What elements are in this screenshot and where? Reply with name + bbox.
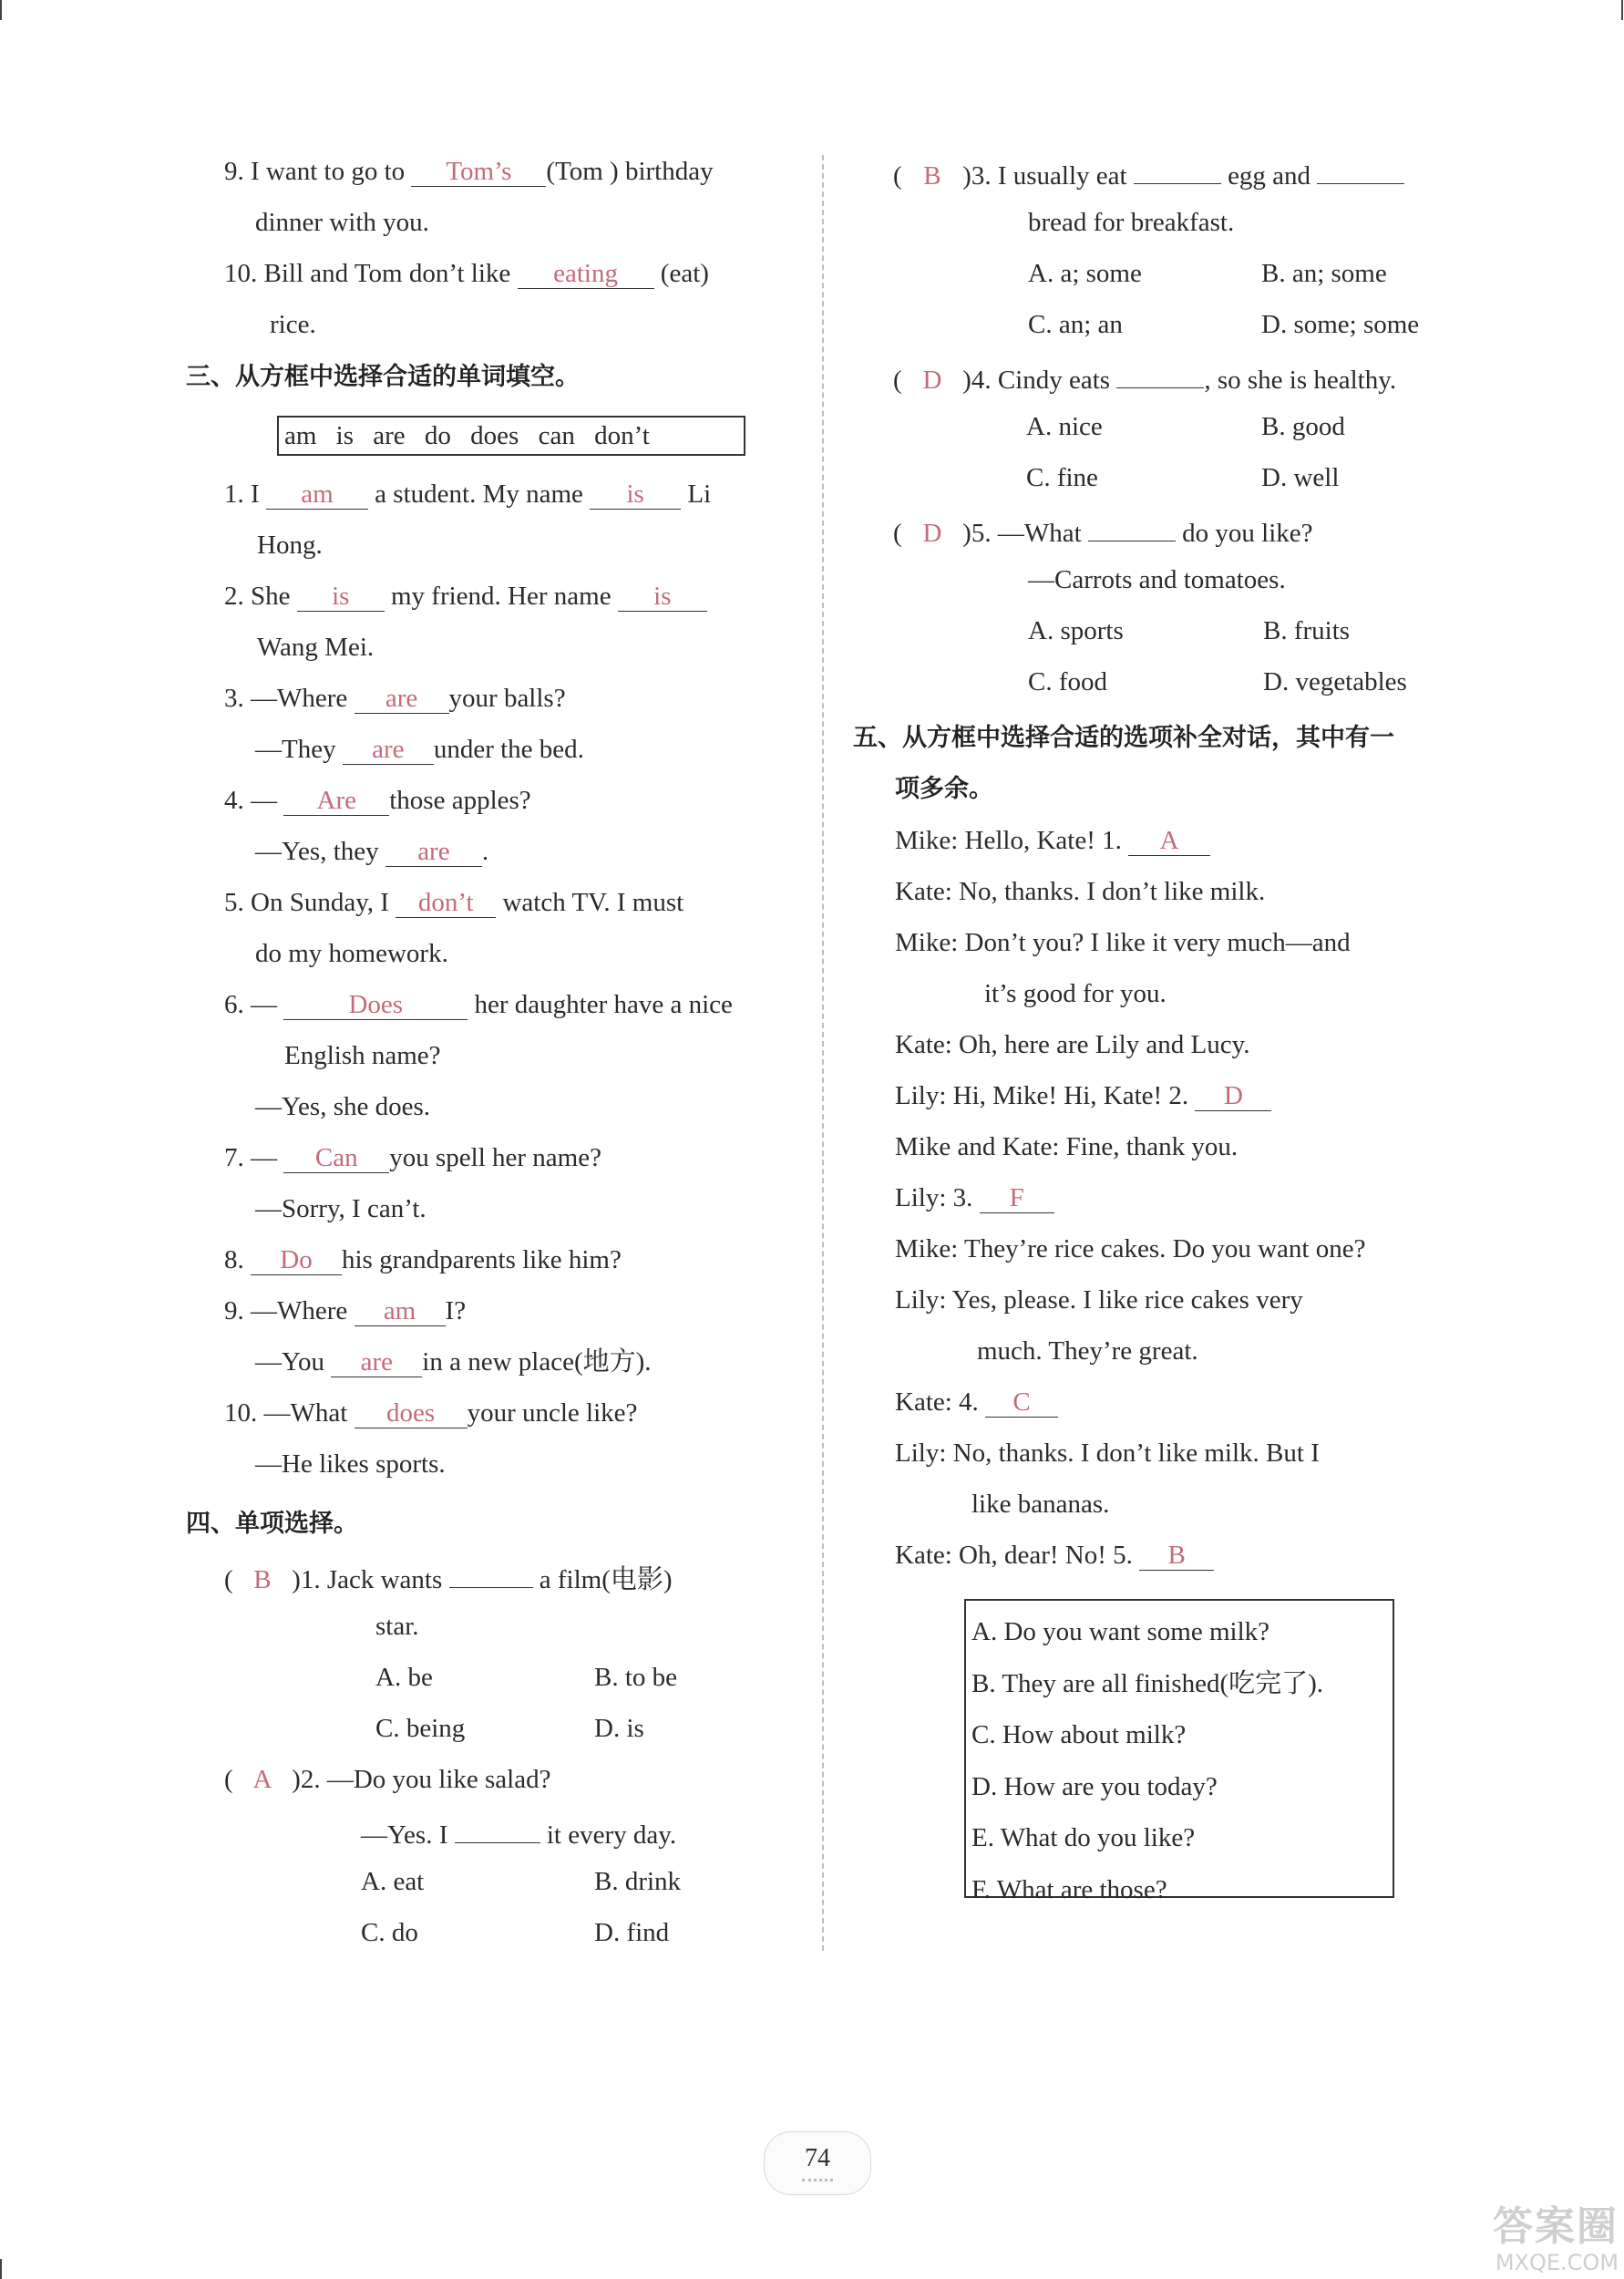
question-text: star.	[375, 1612, 419, 1641]
option-item: A. Do you want some milk?	[971, 1617, 1270, 1646]
answer-text: is	[653, 582, 672, 611]
options-box	[964, 1599, 1394, 1904]
answer-blank	[590, 479, 681, 510]
section-heading: 三、从方框中选择合适的单词填空。	[186, 363, 580, 391]
answer-text: D	[1223, 1081, 1243, 1110]
option-text: C. an; an	[1028, 310, 1123, 339]
dialog-text: it’s good for you.	[984, 979, 1167, 1008]
option-text: C. food	[1028, 667, 1107, 696]
question-text: I?	[445, 1296, 467, 1325]
question-line	[255, 1344, 652, 1380]
crop-mark	[1621, 0, 1623, 20]
watermark-site: MXQE.COM	[1495, 2250, 1619, 2275]
answer-blank	[283, 1142, 389, 1173]
question-text: —Yes, they	[255, 837, 379, 866]
dialog-text: Lily: 3.	[895, 1183, 973, 1212]
question-text: —Carrots and tomatoes.	[1028, 565, 1286, 594]
question-line	[361, 1812, 676, 1849]
question-text: Li	[687, 480, 712, 509]
question-text: (	[893, 366, 902, 395]
question-text: —Sorry, I can’t.	[255, 1194, 427, 1223]
question-line	[224, 578, 707, 614]
answer-blank	[1088, 510, 1176, 541]
question-text: )5. —What	[962, 519, 1082, 548]
answer-blank	[355, 683, 449, 714]
option-text: B. drink	[594, 1867, 682, 1896]
dialog-text: Mike: Don’t you? I like it very much—and	[895, 928, 1351, 957]
answer-text: C	[1012, 1387, 1031, 1417]
question-line	[224, 1293, 466, 1329]
question-line	[224, 680, 566, 717]
option-text: A. sports	[1028, 616, 1124, 645]
answer-blank	[297, 581, 385, 612]
option-text: B. good	[1261, 412, 1345, 441]
dialog-text: Mike: They’re rice cakes. Do you want one?	[895, 1234, 1366, 1263]
answer-blank	[985, 1387, 1058, 1418]
option-text: B. to be	[594, 1663, 678, 1692]
question-text: watch TV. I must	[502, 888, 684, 917]
option-text: B. fruits	[1263, 616, 1351, 645]
answer-blank	[1116, 357, 1204, 388]
answer-blank	[1317, 153, 1404, 184]
question-text: in a new place(地方).	[422, 1347, 652, 1377]
option-text: B. an; some	[1261, 259, 1387, 288]
answer-blank	[266, 479, 368, 510]
dialog-text: Lily: No, thanks. I don’t like milk. But I	[895, 1439, 1320, 1468]
question-text: 10. Bill and Tom don’t like	[224, 259, 511, 288]
answer-text: eating	[553, 259, 618, 288]
crop-mark	[0, 0, 2, 20]
question-text: (	[893, 161, 902, 191]
question-text: 7. —	[224, 1143, 277, 1172]
dialog-text: Lily: Hi, Mike! Hi, Kate! 2.	[895, 1081, 1189, 1110]
answer-blank	[455, 1812, 540, 1843]
option-text: D. is	[594, 1714, 644, 1743]
option-item: D. How are you today?	[971, 1771, 1218, 1801]
question-text: do you like?	[1182, 519, 1313, 548]
question-line	[893, 510, 1313, 547]
answer-blank	[449, 1557, 533, 1588]
question-text: 5. On Sunday, I	[224, 888, 389, 917]
question-text: you spell her name?	[389, 1143, 601, 1172]
answer-text: is	[626, 480, 644, 509]
answer-text: B	[923, 161, 941, 191]
question-text: 9. I want to go to	[224, 157, 406, 186]
question-line	[224, 153, 714, 190]
question-text: English name?	[284, 1041, 441, 1070]
question-line	[224, 476, 711, 512]
question-text: do my homework.	[255, 939, 448, 968]
question-text: 2. She	[224, 582, 291, 611]
question-text: your uncle like?	[467, 1398, 638, 1428]
question-text: my friend. Her name	[391, 582, 612, 611]
answer-blank	[355, 1397, 468, 1428]
question-text: (eat)	[660, 259, 709, 288]
answer-blank	[411, 156, 546, 187]
answer-text: am	[383, 1296, 416, 1325]
question-text: —You	[255, 1347, 325, 1377]
answer-blank	[980, 1182, 1054, 1213]
question-line	[224, 1761, 550, 1798]
crop-mark	[0, 2259, 2, 2279]
dialog-text: Mike and Kate: Fine, thank you.	[895, 1132, 1239, 1161]
question-line	[224, 1395, 637, 1431]
question-text: )4. Cindy eats	[962, 366, 1111, 395]
answer-blank	[283, 785, 389, 816]
page-number: 74	[764, 2131, 871, 2195]
answer-blank	[1195, 1080, 1271, 1111]
dialog-line	[895, 822, 1210, 859]
answer-text: am	[301, 480, 334, 509]
option-item: C. How about milk?	[971, 1720, 1187, 1749]
answer-blank	[1134, 153, 1221, 184]
question-text: 3. —Where	[224, 684, 348, 713]
section-heading: 四、单项选择。	[186, 1510, 358, 1538]
question-line	[224, 1242, 622, 1278]
option-item: F. What are those?	[971, 1874, 1167, 1904]
answer-text: are	[417, 837, 450, 866]
question-line	[224, 884, 684, 921]
answer-text: D	[922, 519, 942, 548]
option-text: C. fine	[1026, 463, 1098, 492]
dialog-line	[895, 1537, 1214, 1573]
answer-blank	[343, 734, 434, 765]
question-line	[224, 255, 709, 292]
question-line	[893, 357, 1396, 394]
watermark	[1473, 2204, 1619, 2275]
question-text: 8.	[224, 1245, 244, 1274]
answer-text: B	[253, 1565, 272, 1594]
answer-blank	[396, 887, 496, 918]
option-text: A. eat	[361, 1867, 425, 1896]
question-text: .	[481, 837, 489, 866]
answer-text: are	[360, 1347, 393, 1377]
question-text: Wang Mei.	[257, 633, 375, 662]
dialog-line	[895, 1384, 1058, 1420]
question-text: (Tom ) birthday	[546, 157, 714, 186]
dialog-text: Kate: No, thanks. I don’t like milk.	[895, 877, 1266, 906]
question-text: egg and	[1228, 161, 1311, 191]
question-text: your balls?	[448, 684, 566, 713]
question-line	[224, 782, 531, 819]
answer-blank	[1139, 1540, 1214, 1571]
answer-text: are	[385, 684, 418, 713]
answer-blank	[518, 258, 654, 289]
question-text: 10. —What	[224, 1398, 348, 1428]
question-text: —He likes sports.	[255, 1449, 446, 1479]
dialog-text: Kate: 4.	[895, 1387, 979, 1417]
answer-text: are	[372, 735, 405, 764]
section-heading: 五、从方框中选择合适的选项补全对话，其中有一	[853, 724, 1394, 752]
option-text: D. well	[1261, 463, 1340, 492]
question-text: 6. —	[224, 990, 277, 1019]
question-text: , so she is healthy.	[1204, 366, 1397, 395]
dialog-text: like bananas.	[971, 1490, 1110, 1519]
watermark-logo: 答案圈	[1493, 2203, 1619, 2250]
question-line	[224, 1140, 601, 1176]
question-text: her daughter have a nice	[474, 990, 733, 1019]
answer-text: don’t	[417, 888, 474, 917]
answer-text: Are	[316, 786, 356, 815]
question-line	[893, 153, 1404, 190]
option-item: E. What do you like?	[971, 1823, 1196, 1852]
answer-blank	[331, 1346, 422, 1377]
question-text: 4. —	[224, 786, 277, 815]
answer-text: D	[922, 366, 942, 395]
answer-blank	[385, 836, 482, 867]
question-text: a student. My name	[375, 480, 583, 509]
question-text: —Yes, she does.	[255, 1092, 431, 1121]
answer-blank	[618, 581, 707, 612]
question-text: )3. I usually eat	[962, 161, 1127, 191]
answer-text: B	[1167, 1541, 1186, 1570]
question-text: bread for breakfast.	[1028, 208, 1235, 237]
question-text: it every day.	[546, 1820, 677, 1850]
answer-blank	[251, 1244, 342, 1275]
option-text: C. do	[361, 1918, 418, 1947]
dialog-line	[895, 1180, 1054, 1216]
option-text: A. nice	[1026, 412, 1103, 441]
column-divider	[822, 155, 824, 1951]
question-text: (	[224, 1565, 233, 1594]
question-text: those apples?	[389, 786, 531, 815]
dialog-text: Mike: Hello, Kate! 1.	[895, 826, 1122, 855]
answer-text: A	[1159, 826, 1179, 855]
answer-text: Tom’s	[446, 157, 512, 186]
answer-text: A	[252, 1765, 272, 1794]
question-text: (	[893, 519, 902, 548]
question-text: a film(电影)	[539, 1565, 673, 1594]
option-item: B. They are all finished(吃完了).	[971, 1668, 1324, 1698]
dialog-text: Lily: Yes, please. I like rice cakes very	[895, 1285, 1303, 1315]
answer-text: Can	[314, 1143, 358, 1172]
question-text: )1. Jack wants	[292, 1565, 443, 1594]
answer-text: does	[385, 1398, 436, 1428]
question-line	[224, 1557, 673, 1593]
page-number-ornament	[802, 2179, 833, 2182]
question-text: —Yes. I	[361, 1820, 448, 1850]
question-text: his grandparents like him?	[342, 1245, 622, 1274]
answer-text: Does	[348, 990, 404, 1019]
question-line	[255, 731, 584, 768]
question-line	[255, 833, 488, 870]
option-text: D. vegetables	[1263, 667, 1407, 696]
answer-text: Do	[280, 1245, 313, 1274]
question-line	[224, 986, 733, 1023]
section-heading: 项多余。	[895, 775, 993, 803]
dialog-text: much. They’re great.	[977, 1336, 1198, 1366]
question-text: dinner with you.	[255, 208, 429, 237]
option-text: C. being	[375, 1714, 466, 1743]
option-text: A. be	[375, 1663, 433, 1692]
question-text: —They	[255, 735, 336, 764]
option-text: A. a; some	[1028, 259, 1142, 288]
answer-text: F	[1009, 1183, 1024, 1212]
word-bank-box: am is are do does can don’t	[277, 416, 745, 456]
question-text: (	[224, 1765, 233, 1794]
question-text: 9. —Where	[224, 1296, 348, 1325]
question-text: Hong.	[257, 531, 323, 560]
answer-blank	[1128, 825, 1210, 856]
answer-blank	[355, 1295, 446, 1326]
question-text: 1. I	[224, 480, 260, 509]
dialog-line	[895, 1078, 1271, 1114]
question-text: rice.	[270, 310, 316, 339]
question-text: under the bed.	[433, 735, 584, 764]
option-text: D. find	[594, 1918, 670, 1947]
question-text: )2. —Do you like salad?	[292, 1765, 551, 1794]
answer-blank	[283, 989, 468, 1020]
dialog-text: Kate: Oh, dear! No! 5.	[895, 1541, 1133, 1570]
option-text: D. some; some	[1261, 310, 1420, 339]
answer-text: is	[332, 582, 350, 611]
dialog-text: Kate: Oh, here are Lily and Lucy.	[895, 1030, 1250, 1059]
